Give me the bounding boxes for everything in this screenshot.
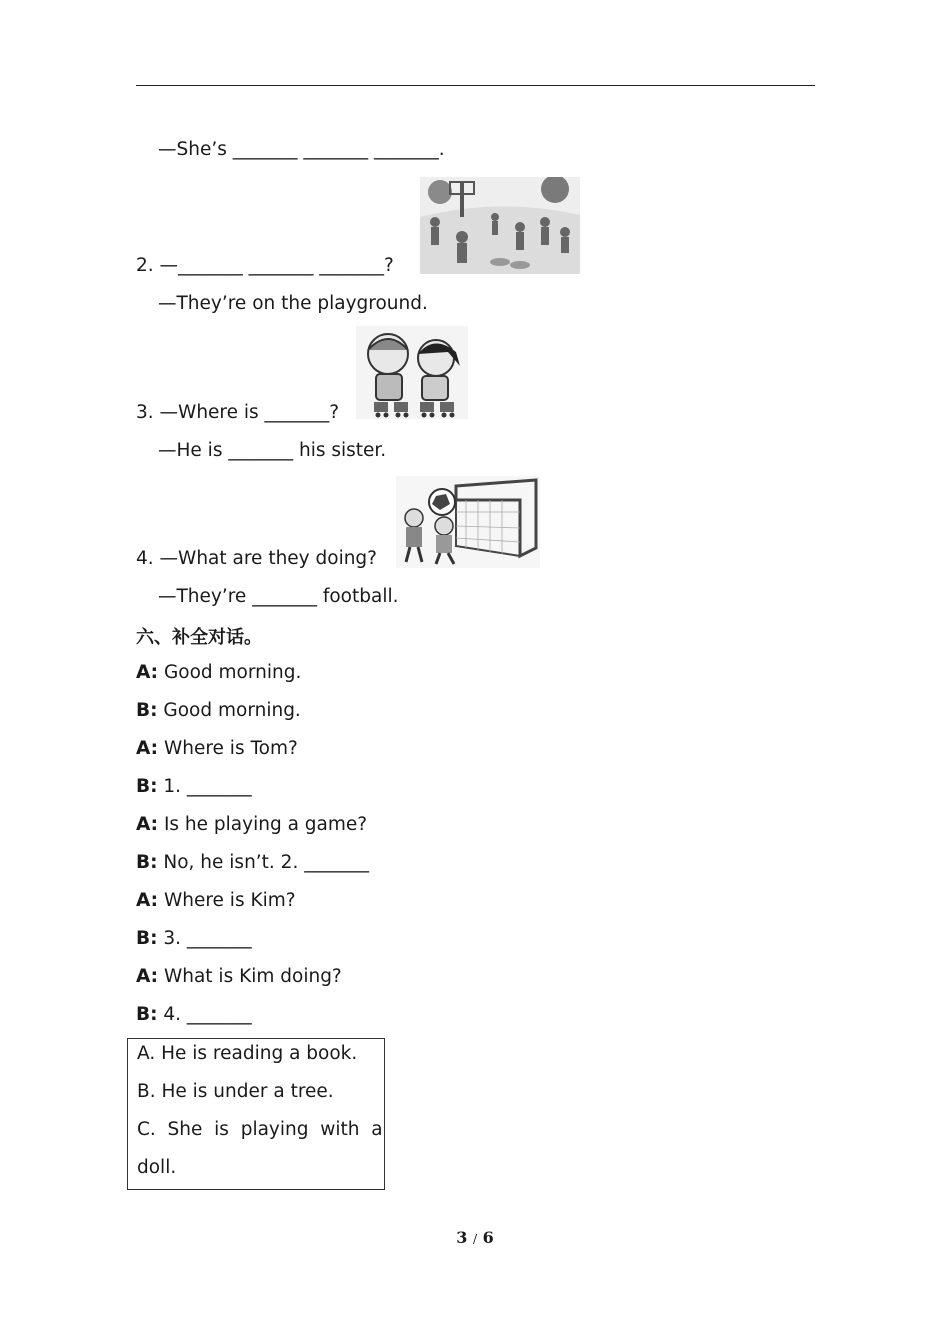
dialogue-line <box>136 927 252 951</box>
dialogue-text: 3. _______ <box>157 928 252 949</box>
dialogue-text: 4. _______ <box>157 1004 252 1025</box>
dialogue-line <box>136 1003 252 1027</box>
football-picture <box>396 476 540 568</box>
speaker: B: <box>136 1004 158 1025</box>
q4-answer: —They’re _______ football. <box>158 586 399 607</box>
option-b: B. He is under a tree. <box>137 1081 334 1102</box>
q1-answer: —She’s _______ _______ _______. <box>158 139 445 160</box>
dialogue-text: No, he isn’t. 2. _______ <box>157 852 369 873</box>
options-box <box>127 1038 385 1190</box>
playground-picture <box>420 177 580 274</box>
dialogue-text: Good morning. <box>157 700 301 721</box>
dialogue-text: What is Kim doing? <box>158 966 342 987</box>
speaker: A: <box>136 738 159 759</box>
dialogue-text: Where is Kim? <box>158 890 296 911</box>
option-a: A. He is reading a book. <box>137 1043 358 1064</box>
dialogue-line <box>136 851 369 875</box>
speaker: A: <box>136 966 159 987</box>
page-number <box>0 1228 950 1247</box>
q3-question: 3. —Where is _______? <box>136 402 340 423</box>
page-separator: / <box>472 1232 478 1246</box>
speaker: B: <box>136 700 158 721</box>
speaker: B: <box>136 928 158 949</box>
speaker: B: <box>136 852 158 873</box>
dialogue-line <box>136 965 342 989</box>
dialogue-text: Good morning. <box>158 662 302 683</box>
dialogue-line <box>136 889 296 913</box>
speaker: A: <box>136 890 159 911</box>
q3-answer: —He is _______ his sister. <box>158 440 387 461</box>
current-page: 3 <box>456 1228 468 1247</box>
speaker: A: <box>136 814 159 835</box>
dialogue-line <box>136 661 301 685</box>
dialogue-line <box>136 737 298 761</box>
q2-question: 2. —_______ _______ _______? <box>136 255 394 276</box>
dialogue-text: Where is Tom? <box>158 738 298 759</box>
option-c-continued: doll. <box>137 1157 177 1178</box>
speaker: A: <box>136 662 159 683</box>
q4-question: 4. —What are they doing? <box>136 548 377 569</box>
dialogue-line <box>136 775 252 799</box>
option-c: C. She is playing with a <box>137 1119 383 1140</box>
total-pages: 6 <box>482 1228 494 1247</box>
dialogue-text: Is he playing a game? <box>158 814 368 835</box>
header-rule <box>136 85 815 86</box>
skating-kids-picture <box>356 326 468 419</box>
dialogue-text: 1. _______ <box>157 776 252 797</box>
q2-answer: —They’re on the playground. <box>158 293 428 314</box>
speaker: B: <box>136 776 158 797</box>
section-heading: 六、补全对话。 <box>136 627 262 648</box>
dialogue-line <box>136 699 301 723</box>
dialogue-line <box>136 813 367 837</box>
